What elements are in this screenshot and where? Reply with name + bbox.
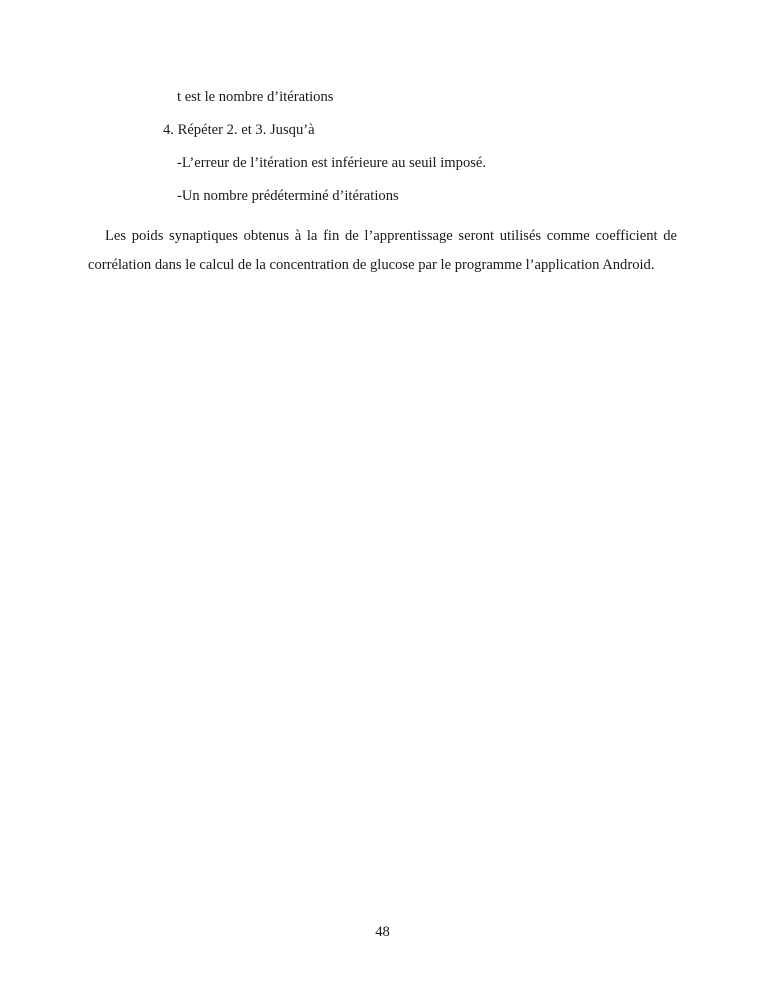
page-number: 48: [375, 924, 390, 940]
body-paragraph: Les poids synaptiques obtenus à la fin de l’apprentissage seront utilisés comme coefficient de corrélation dans le calcul de la concentration de glucose par le programme l’application Android.: [88, 228, 677, 273]
step-4-repeat: 4. Répéter 2. et 3. Jusqu’à: [163, 122, 315, 138]
iteration-count-definition: t est le nombre d’itérations: [177, 89, 334, 105]
stop-condition-iterations: -Un nombre prédéterminé d’itérations: [177, 188, 399, 204]
stop-condition-error: -L’erreur de l’itération est inférieure au seuil imposé.: [177, 155, 487, 171]
